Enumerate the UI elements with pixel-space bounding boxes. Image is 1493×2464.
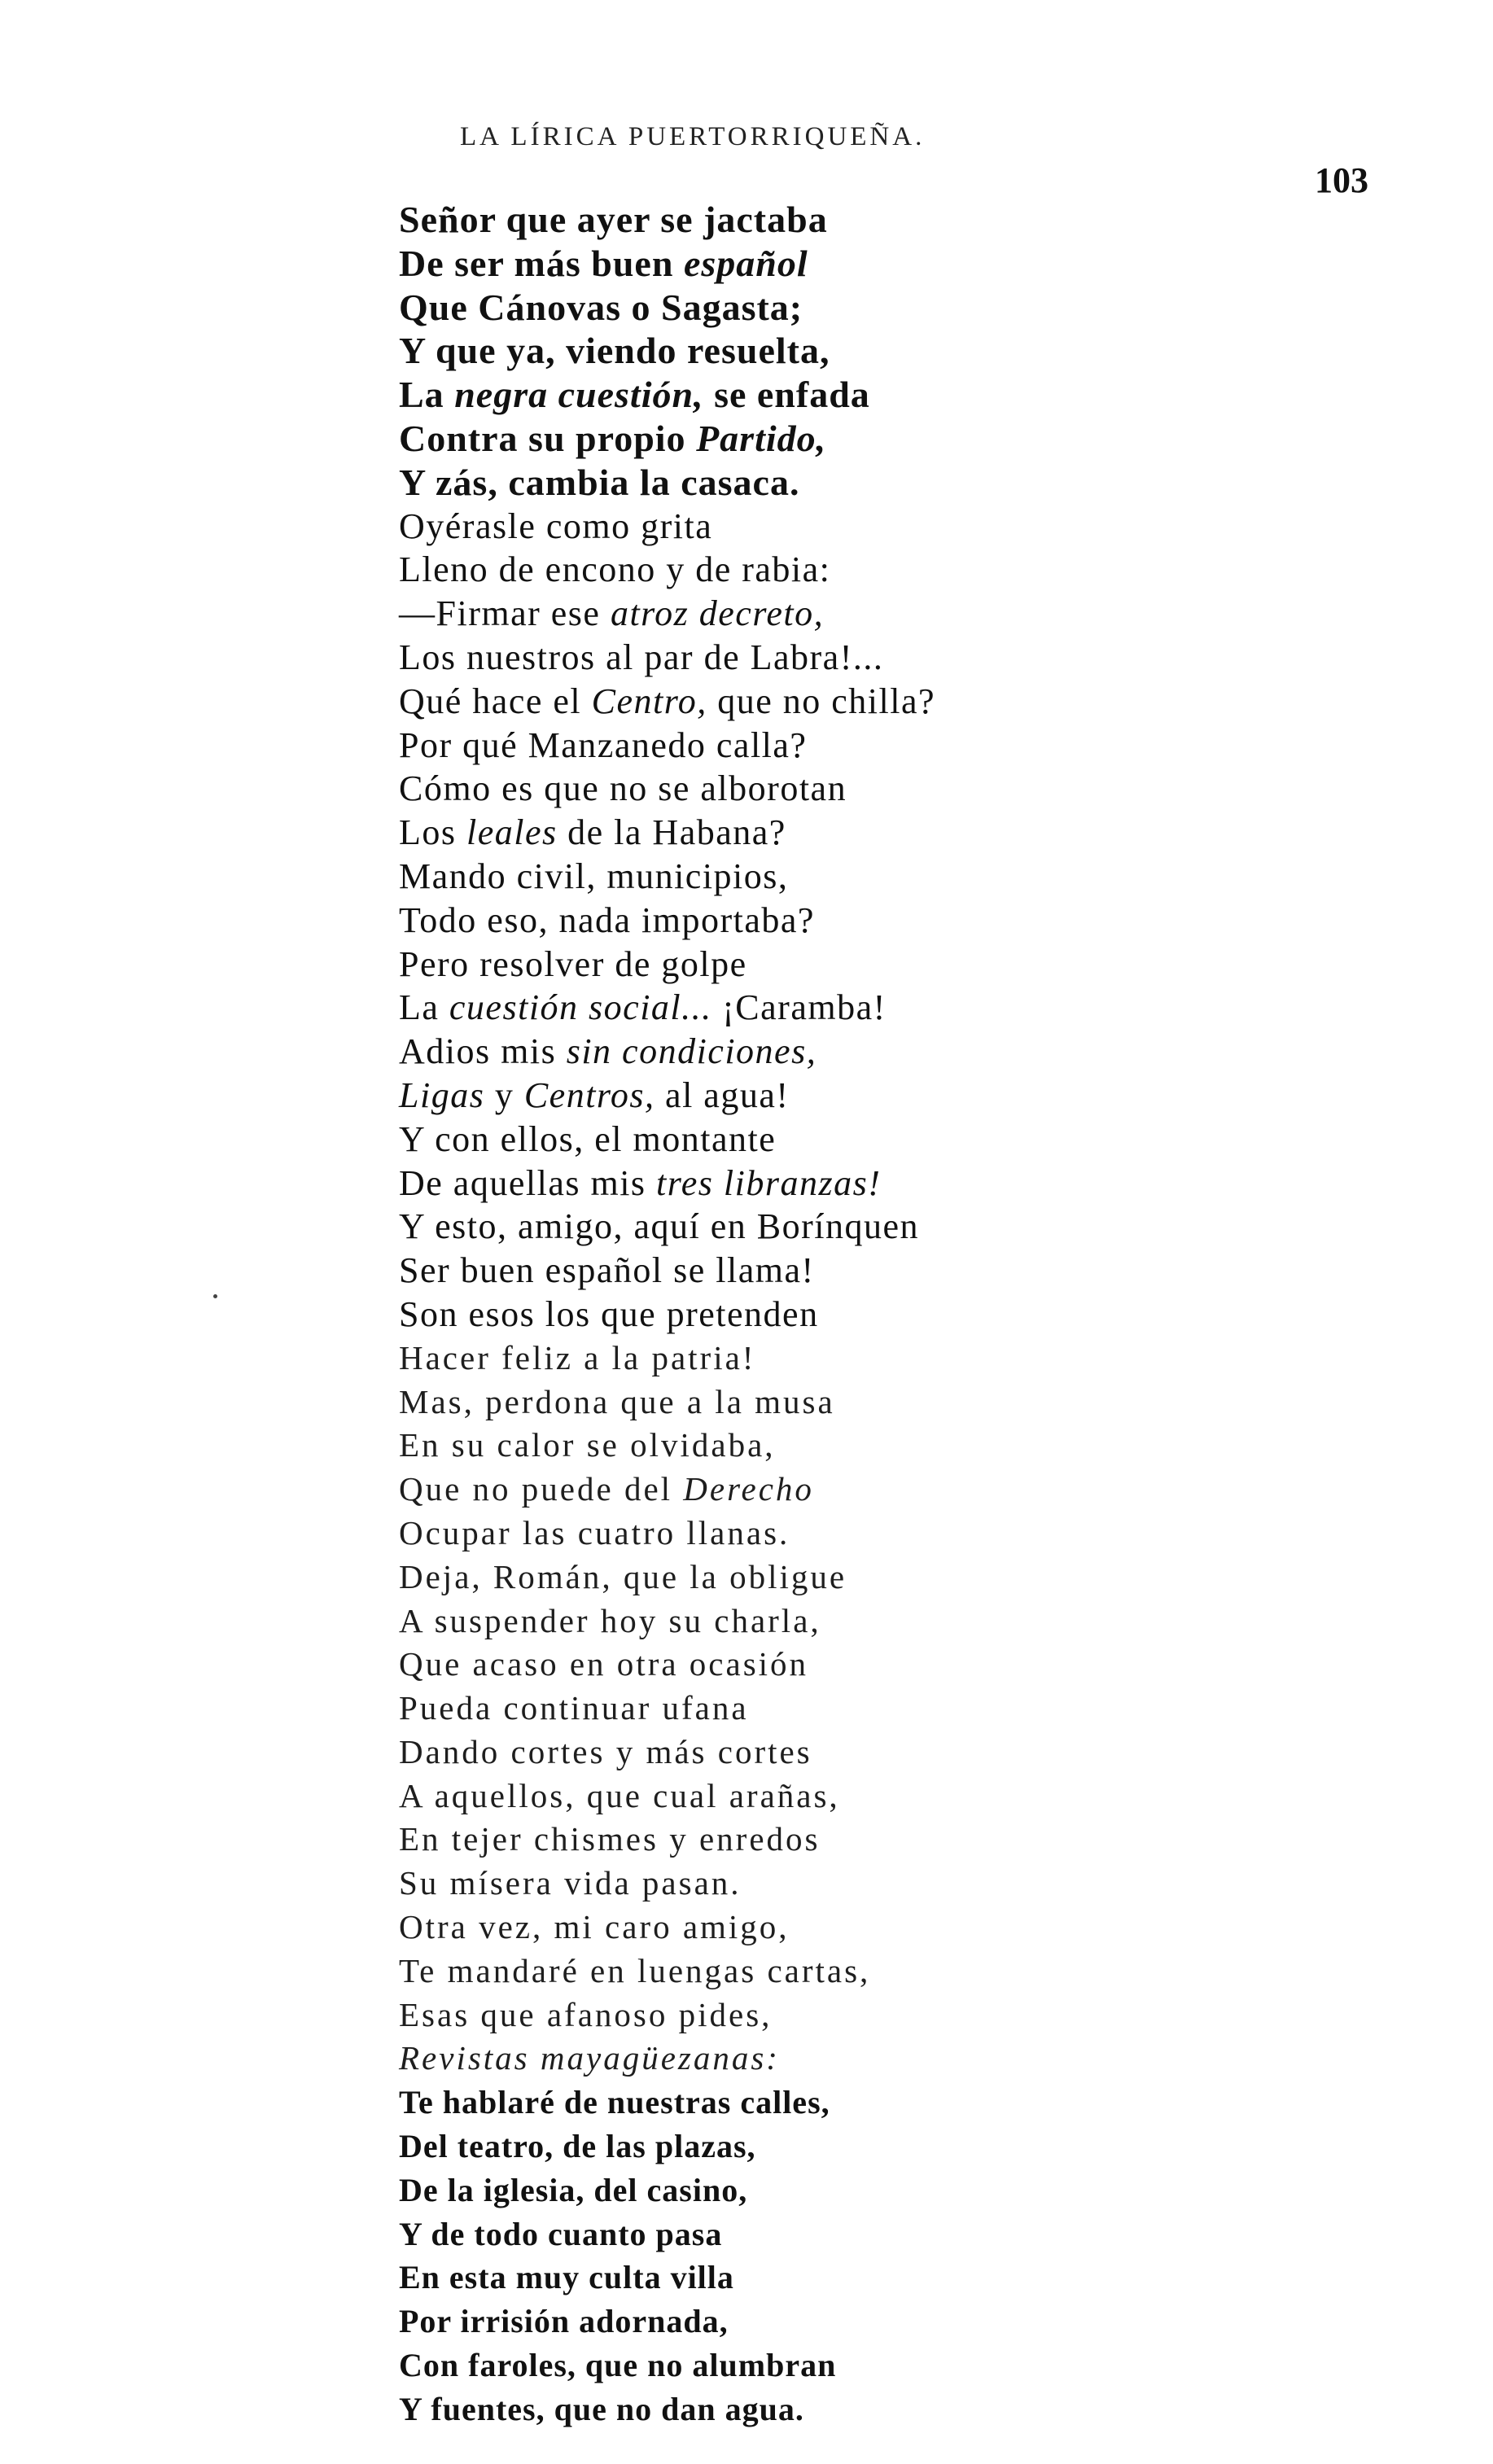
verse-line (399, 1381, 1392, 1425)
verse-text-italic: Partido, (696, 417, 827, 459)
verse-line (399, 943, 1392, 987)
verse-line (399, 2081, 1392, 2125)
verse-line (399, 1862, 1392, 1906)
verse-text-italic: Revistas mayagüezanas: (399, 2039, 780, 2077)
verse-text: En esta muy culta villa (399, 2259, 734, 2296)
verse-line (399, 2037, 1392, 2081)
verse-text: Te hablaré de nuestras calles, (399, 2084, 830, 2121)
verse-text: De aquellas mis (399, 1162, 657, 1203)
verse-text: de la Habana? (557, 812, 786, 853)
verse-line (399, 373, 1392, 417)
verse-text: Dando cortes y más cortes (399, 1732, 812, 1770)
verse-line (399, 592, 1392, 636)
verse-text: Otra vez, mi caro amigo, (399, 1908, 790, 1946)
verse-line (399, 461, 1392, 505)
verse-text: ¡Caramba! (711, 987, 887, 1028)
verse-text-italic: español (683, 242, 808, 284)
verse-line (399, 1818, 1392, 1862)
verse-text: Mando civil, municipios, (399, 856, 789, 896)
verse-line (399, 1731, 1392, 1775)
verse-line (399, 505, 1392, 549)
verse-line (399, 767, 1392, 811)
poem-body (399, 198, 1392, 2431)
verse-line (399, 1600, 1392, 1643)
verse-text: Esas que afanoso pides, (399, 1995, 773, 2033)
verse-line (399, 2169, 1392, 2212)
verse-text-italic: negra cuestión, (454, 374, 704, 416)
verse-line (399, 2212, 1392, 2256)
verse-text: En su calor se olvidaba, (399, 1426, 776, 1464)
verse-line (399, 1906, 1392, 1950)
verse-text: Los nuestros al par de Labra!... (399, 637, 884, 677)
verse-text: Por qué Manzanedo calla? (399, 724, 808, 765)
verse-line (399, 724, 1392, 768)
verse-text-italic: Derecho (683, 1470, 814, 1508)
verse-text: Qué hace el (399, 681, 592, 721)
page-number: 103 (1315, 160, 1368, 200)
verse-text-italic: cuestión social... (449, 987, 712, 1028)
verse-text: Su mísera vida pasan. (399, 1864, 742, 1902)
verse-line (399, 198, 1392, 242)
verse-text-italic: Centro, (591, 681, 707, 721)
verse-text: Ocupar las cuatro llanas. (399, 1513, 790, 1551)
verse-line (399, 2256, 1392, 2300)
verse-text: Y fuentes, que no dan agua. (399, 2390, 804, 2427)
verse-line (399, 1468, 1392, 1512)
verse-line (399, 1118, 1392, 1162)
verse-text: Adios mis (399, 1031, 567, 1072)
verse-text: De ser más buen (399, 242, 684, 284)
verse-text: Todo eso, nada importaba? (399, 899, 815, 940)
verse-text: De la iglesia, del casino, (399, 2171, 748, 2208)
verse-text: Deja, Román, que la obligue (399, 1557, 847, 1595)
verse-text: A suspender hoy su charla, (399, 1601, 821, 1639)
verse-line (399, 1556, 1392, 1600)
verse-text: Que Cánovas o Sagasta; (399, 286, 803, 328)
verse-line (399, 855, 1392, 899)
verse-line (399, 1030, 1392, 1074)
margin-speck (213, 1294, 217, 1298)
verse-text: Los (399, 812, 466, 853)
verse-text: A aquellos, que cual arañas, (399, 1776, 840, 1814)
verse-text: La (399, 374, 455, 416)
verse-text: Contra su propio (399, 417, 697, 459)
verse-line (399, 417, 1392, 461)
verse-line (399, 242, 1392, 286)
verse-text: Con faroles, que no alumbran (399, 2347, 837, 2384)
verse-text: Por irrisión adornada, (399, 2303, 729, 2340)
verse-text-italic: atroz decreto, (610, 593, 825, 634)
verse-text: Y que ya, viendo resuelta, (399, 330, 830, 372)
verse-text: Pero resolver de golpe (399, 943, 747, 984)
verse-line (399, 329, 1392, 373)
verse-line (399, 899, 1392, 943)
verse-text: Mas, perdona que a la musa (399, 1382, 835, 1420)
verse-line (399, 1687, 1392, 1731)
verse-line (399, 1775, 1392, 1818)
verse-text: Y esto, amigo, aquí en Borínquen (399, 1206, 920, 1247)
verse-line (399, 986, 1392, 1030)
verse-text: Lleno de encono y de rabia: (399, 549, 831, 590)
verse-line (399, 1994, 1392, 2037)
verse-line (399, 2125, 1392, 2169)
verse-text: Ser buen español se llama! (399, 1250, 815, 1291)
verse-text: que no chilla? (707, 681, 936, 721)
verse-text: Del teatro, de las plazas, (399, 2128, 756, 2165)
verse-text: Hacer feliz a la patria! (399, 1338, 756, 1376)
verse-text-italic: sin condiciones, (566, 1031, 817, 1072)
verse-line (399, 636, 1392, 680)
verse-line (399, 680, 1392, 724)
verse-line (399, 286, 1392, 330)
verse-text: Cómo es que no se alborotan (399, 768, 847, 809)
verse-line (399, 1512, 1392, 1556)
verse-line (399, 548, 1392, 592)
verse-line (399, 1162, 1392, 1206)
verse-text-italic: leales (466, 812, 558, 853)
verse-text: y (484, 1074, 524, 1115)
verse-text-italic: tres libranzas! (656, 1162, 882, 1203)
verse-text: Que no puede del (399, 1470, 684, 1508)
verse-text: al agua! (655, 1074, 790, 1115)
verse-line (399, 2387, 1392, 2431)
verse-line (399, 1337, 1392, 1381)
verse-line (399, 1074, 1392, 1118)
verse-line (399, 1643, 1392, 1687)
verse-text: —Firmar ese (399, 593, 611, 634)
verse-text: Que acaso en otra ocasión (399, 1645, 809, 1683)
verse-line (399, 2300, 1392, 2344)
verse-text: Y de todo cuanto pasa (399, 2215, 723, 2252)
verse-line (399, 1205, 1392, 1249)
verse-text-italic: Ligas (399, 1074, 485, 1115)
verse-text: se enfada (703, 374, 870, 416)
verse-text: En tejer chismes y enredos (399, 1820, 821, 1858)
verse-line (399, 1249, 1392, 1293)
verse-text: Oyérasle como grita (399, 505, 713, 546)
verse-text: Y zás, cambia la casaca. (399, 461, 800, 503)
verse-text: Son esos los que pretenden (399, 1293, 819, 1334)
verse-line (399, 2344, 1392, 2387)
verse-line (399, 1424, 1392, 1468)
verse-text: La (399, 987, 449, 1028)
verse-text: Señor que ayer se jactaba (399, 199, 828, 240)
verse-line (399, 1950, 1392, 1994)
verse-line (399, 1293, 1392, 1337)
running-head: LA LÍRICA PUERTORRIQUEÑA. (460, 122, 926, 151)
verse-text: Te mandaré en luengas cartas, (399, 1951, 871, 1989)
verse-line (399, 811, 1392, 855)
verse-text: Y con ellos, el montante (399, 1118, 777, 1159)
verse-text: Pueda continuar ufana (399, 1689, 749, 1727)
verse-text-italic: Centros, (523, 1074, 655, 1115)
